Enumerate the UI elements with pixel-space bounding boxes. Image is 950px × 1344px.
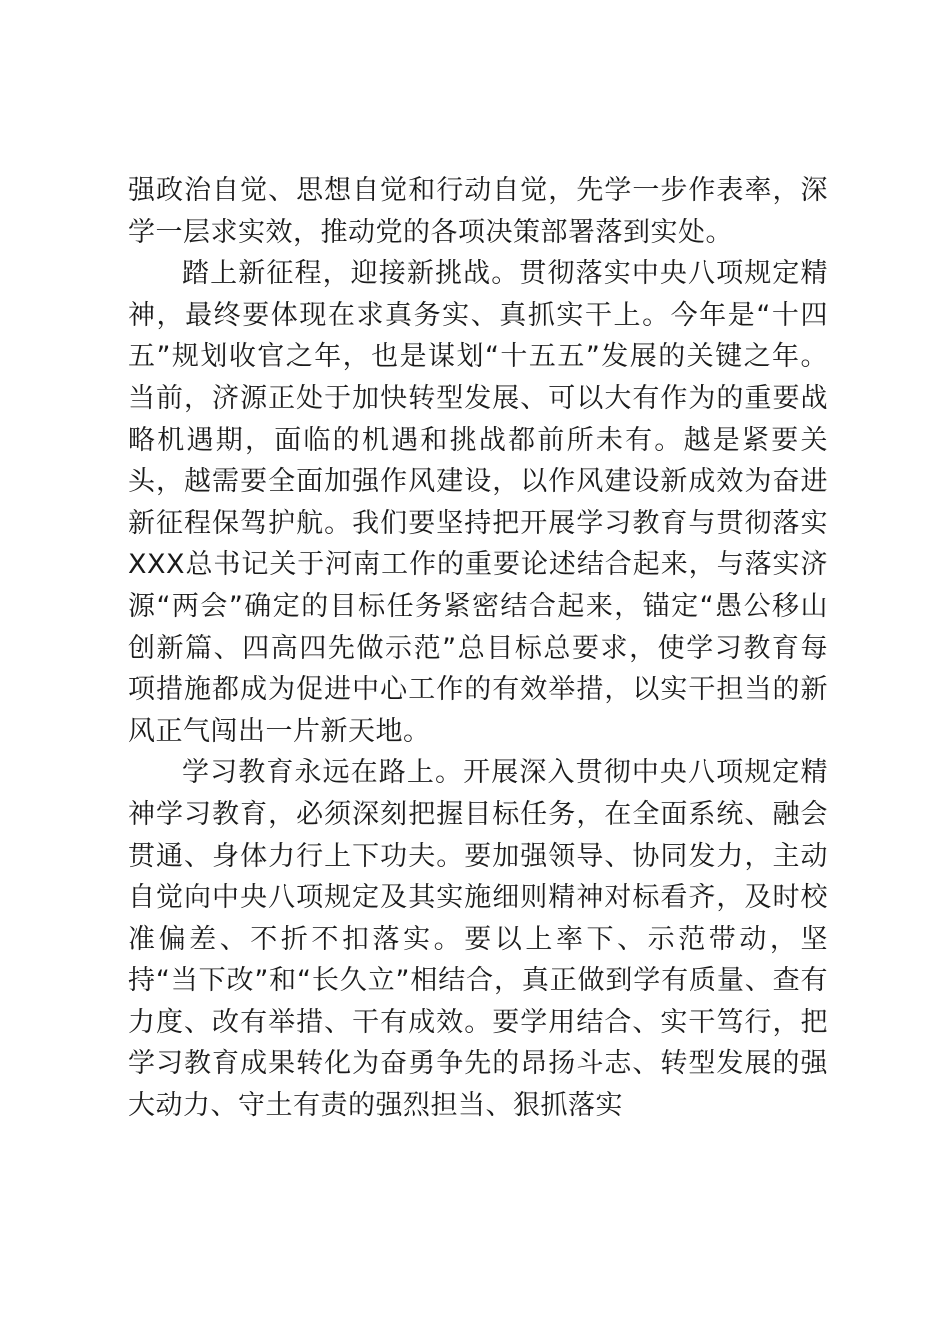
paragraph-2: 踏上新征程，迎接新挑战。贯彻落实中央八项规定精神，最终要体现在求真务实、真抓实干上。今年是“十四五”规划收官之年，也是谋划“十五五”发展的关键之年。当前，济源正处于加快转型发展、可以大有作为的重要战略机遇期，面临的机遇和挑战都前所未有。越是紧要关头，越需要全面加强作风建设，以作风建设新成效为奋进新征程保驾护航。我们要坚持把开展学习教育与贯彻落实XXX总书记关于河南工作的重要论述结合起来，与落实济源“两会”确定的目标任务紧密结合起来，锚定“愚公移山创新篇、四高四先做示范”总目标总要求，使学习教育每项措施都成为促进中心工作的有效举措，以实干担当的新风正气闯出一片新天地。 <box>128 258 828 747</box>
paragraph-1: 强政治自觉、思想自觉和行动自觉，先学一步作表率，深学一层求实效，推动党的各项决策部署落到实处。 <box>128 175 828 248</box>
paragraph-3: 学习教育永远在路上。开展深入贯彻中央八项规定精神学习教育，必须深刻把握目标任务，在全面系统、融会贯通、身体力行上下功夫。要加强领导、协同发力，主动自觉向中央八项规定及其实施细则精神对标看齐，及时校准偏差、不折不扣落实。要以上率下、示范带动，坚持“当下改”和“长久立”相结合，真正做到学有质量、查有力度、改有举措、干有成效。要学用结合、实干笃行，把学习教育成果转化为奋勇争先的昂扬斗志、转型发展的强大动力、守土有责的强烈担当、狠抓落实 <box>128 757 828 1122</box>
document-body <box>128 170 828 1127</box>
